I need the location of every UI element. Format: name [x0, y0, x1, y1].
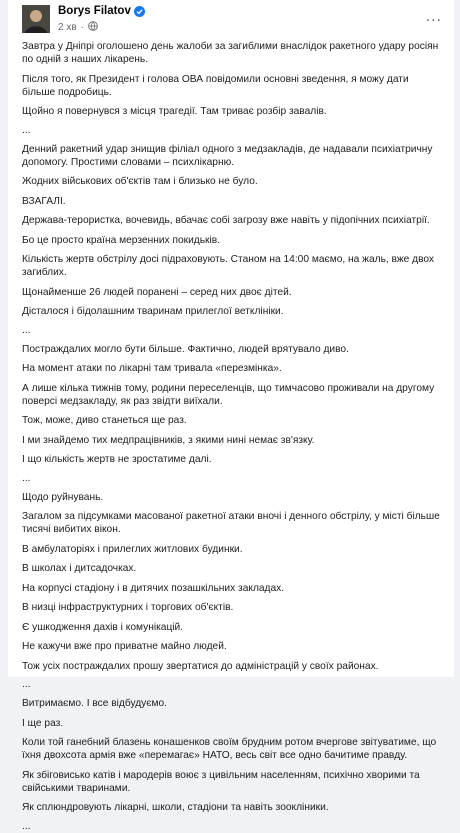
post-paragraph: І ще раз. — [22, 717, 64, 729]
author-name-row — [58, 5, 145, 17]
post-paragraph: Коли той ганебний блазень конашенков своїм брудним ротом вчергове звітуватиме, що їхня двохсота армія вже «перемагає» НАТО, весь світ все одно бачитиме правду. — [22, 737, 437, 761]
post-paragraph: Загалом за підсумками масованої ракетної атаки вночі і денного обстрілу, у місті більше тисячі вибитих вікон. — [22, 511, 440, 535]
post-paragraph: В низці інфраструктурних і торгових об'єктів. — [22, 602, 234, 613]
post-meta — [58, 21, 98, 34]
post-paragraph: Як сплюндровують лікарні, школи, стадіони та навіть зоокліники. — [22, 802, 329, 813]
post-paragraph: Як збіговисько катів і мародерів воює з цивільним населенням, психічно хворими та свійськими тваринами. — [22, 769, 420, 794]
post-separator: ... — [22, 324, 31, 336]
post-paragraph: Держава-терористка, вочевидь, вбачає собі загрозу вже навіть у підопічних психіатрії. — [22, 215, 430, 226]
post-paragraph: Є ушкодження дахів і комунікацій. — [22, 621, 184, 633]
post-card — [8, 0, 454, 832]
author-avatar[interactable] — [22, 5, 50, 33]
post-paragraph: ВЗАГАЛІ. — [22, 195, 66, 207]
post-paragraph: Тож, може, диво станеться ще раз. — [22, 415, 187, 426]
public-globe-icon — [88, 21, 98, 34]
avatar-image — [22, 5, 50, 33]
post-paragraph: Щодо руйнувань. — [22, 491, 104, 503]
post-timestamp[interactable]: 2 хв — [58, 22, 77, 33]
post-paragraph: Не кажучи вже про приватне майно людей. — [22, 641, 227, 652]
post-paragraph: В амбулаторіях і прилеглих житлових будинки. — [22, 543, 243, 555]
post-separator: ... — [22, 679, 31, 690]
post-paragraph: Постраждалих могло бути більше. Фактично, людей врятувало диво. — [22, 343, 349, 355]
post-paragraph: І ми знайдемо тих медпрацівників, з якими нині немає зв'язку. — [22, 434, 315, 446]
post-header — [8, 0, 454, 40]
post-paragraph: На корпусі стадіону і в дитячих позашкільних закладах. — [22, 582, 285, 594]
post-paragraph: Щойно я повернувся з місця трагедії. Там триває розбір завалів. — [22, 106, 327, 117]
post-paragraph: Після того, як Президент і голова ОВА повідомили основні зведення, я можу дати більше подробиць. — [22, 73, 409, 98]
post-paragraph: На момент атаки по лікарні там тривала «перезмінка». — [22, 363, 282, 374]
post-paragraph: Дісталося і бідолашним тваринам прилеглої ветклініки. — [22, 306, 284, 317]
post-paragraph: Завтра у Дніпрі оголошено день жалоби за загиблими внаслідок ракетного удару росіян по одній з наших лікарень. — [22, 41, 439, 65]
post-paragraph: Денний ракетний удар знищив філіал одного з медзакладів, де надавали психіатричну допомогу. Простими словами – психлікарню. — [22, 143, 433, 168]
post-paragraph: В школах і дитсадочках. — [22, 563, 137, 574]
dot-separator: · — [80, 22, 84, 33]
post-paragraph: Бо це просто країна мерзенних покидьків. — [22, 234, 220, 246]
post-paragraph: А лише кілька тижнів тому, родини переселенців, що тимчасово проживали на другому поверсі медзакладу, як раз звідти виїхали. — [22, 382, 435, 407]
post-paragraph: Витримаємо. І все відбудуємо. — [22, 698, 167, 709]
author-name[interactable]: Borys Filatov — [58, 5, 131, 17]
post-options-button[interactable]: ... — [425, 8, 442, 25]
post-paragraph: І що кількість жертв не зростатиме далі. — [22, 454, 212, 465]
post-paragraph: Щонайменше 26 людей поранені – серед них двоє дітей. — [22, 286, 292, 298]
verified-badge-icon — [134, 6, 145, 17]
post-paragraph: Жодних військових об'єктів там і близько не було. — [22, 176, 258, 187]
post-body — [8, 40, 454, 833]
post-paragraph: Кількість жертв обстрілу досі підраховують. Станом на 14:00 маємо, на жаль, вже двох загиблих. — [22, 254, 435, 278]
post-separator: ... — [22, 472, 31, 484]
post-separator: ... — [22, 820, 31, 832]
post-separator: ... — [22, 124, 31, 136]
post-paragraph: Тож усіх постраждалих прошу звертатися до адміністрацій у своїх районах. — [22, 660, 379, 672]
